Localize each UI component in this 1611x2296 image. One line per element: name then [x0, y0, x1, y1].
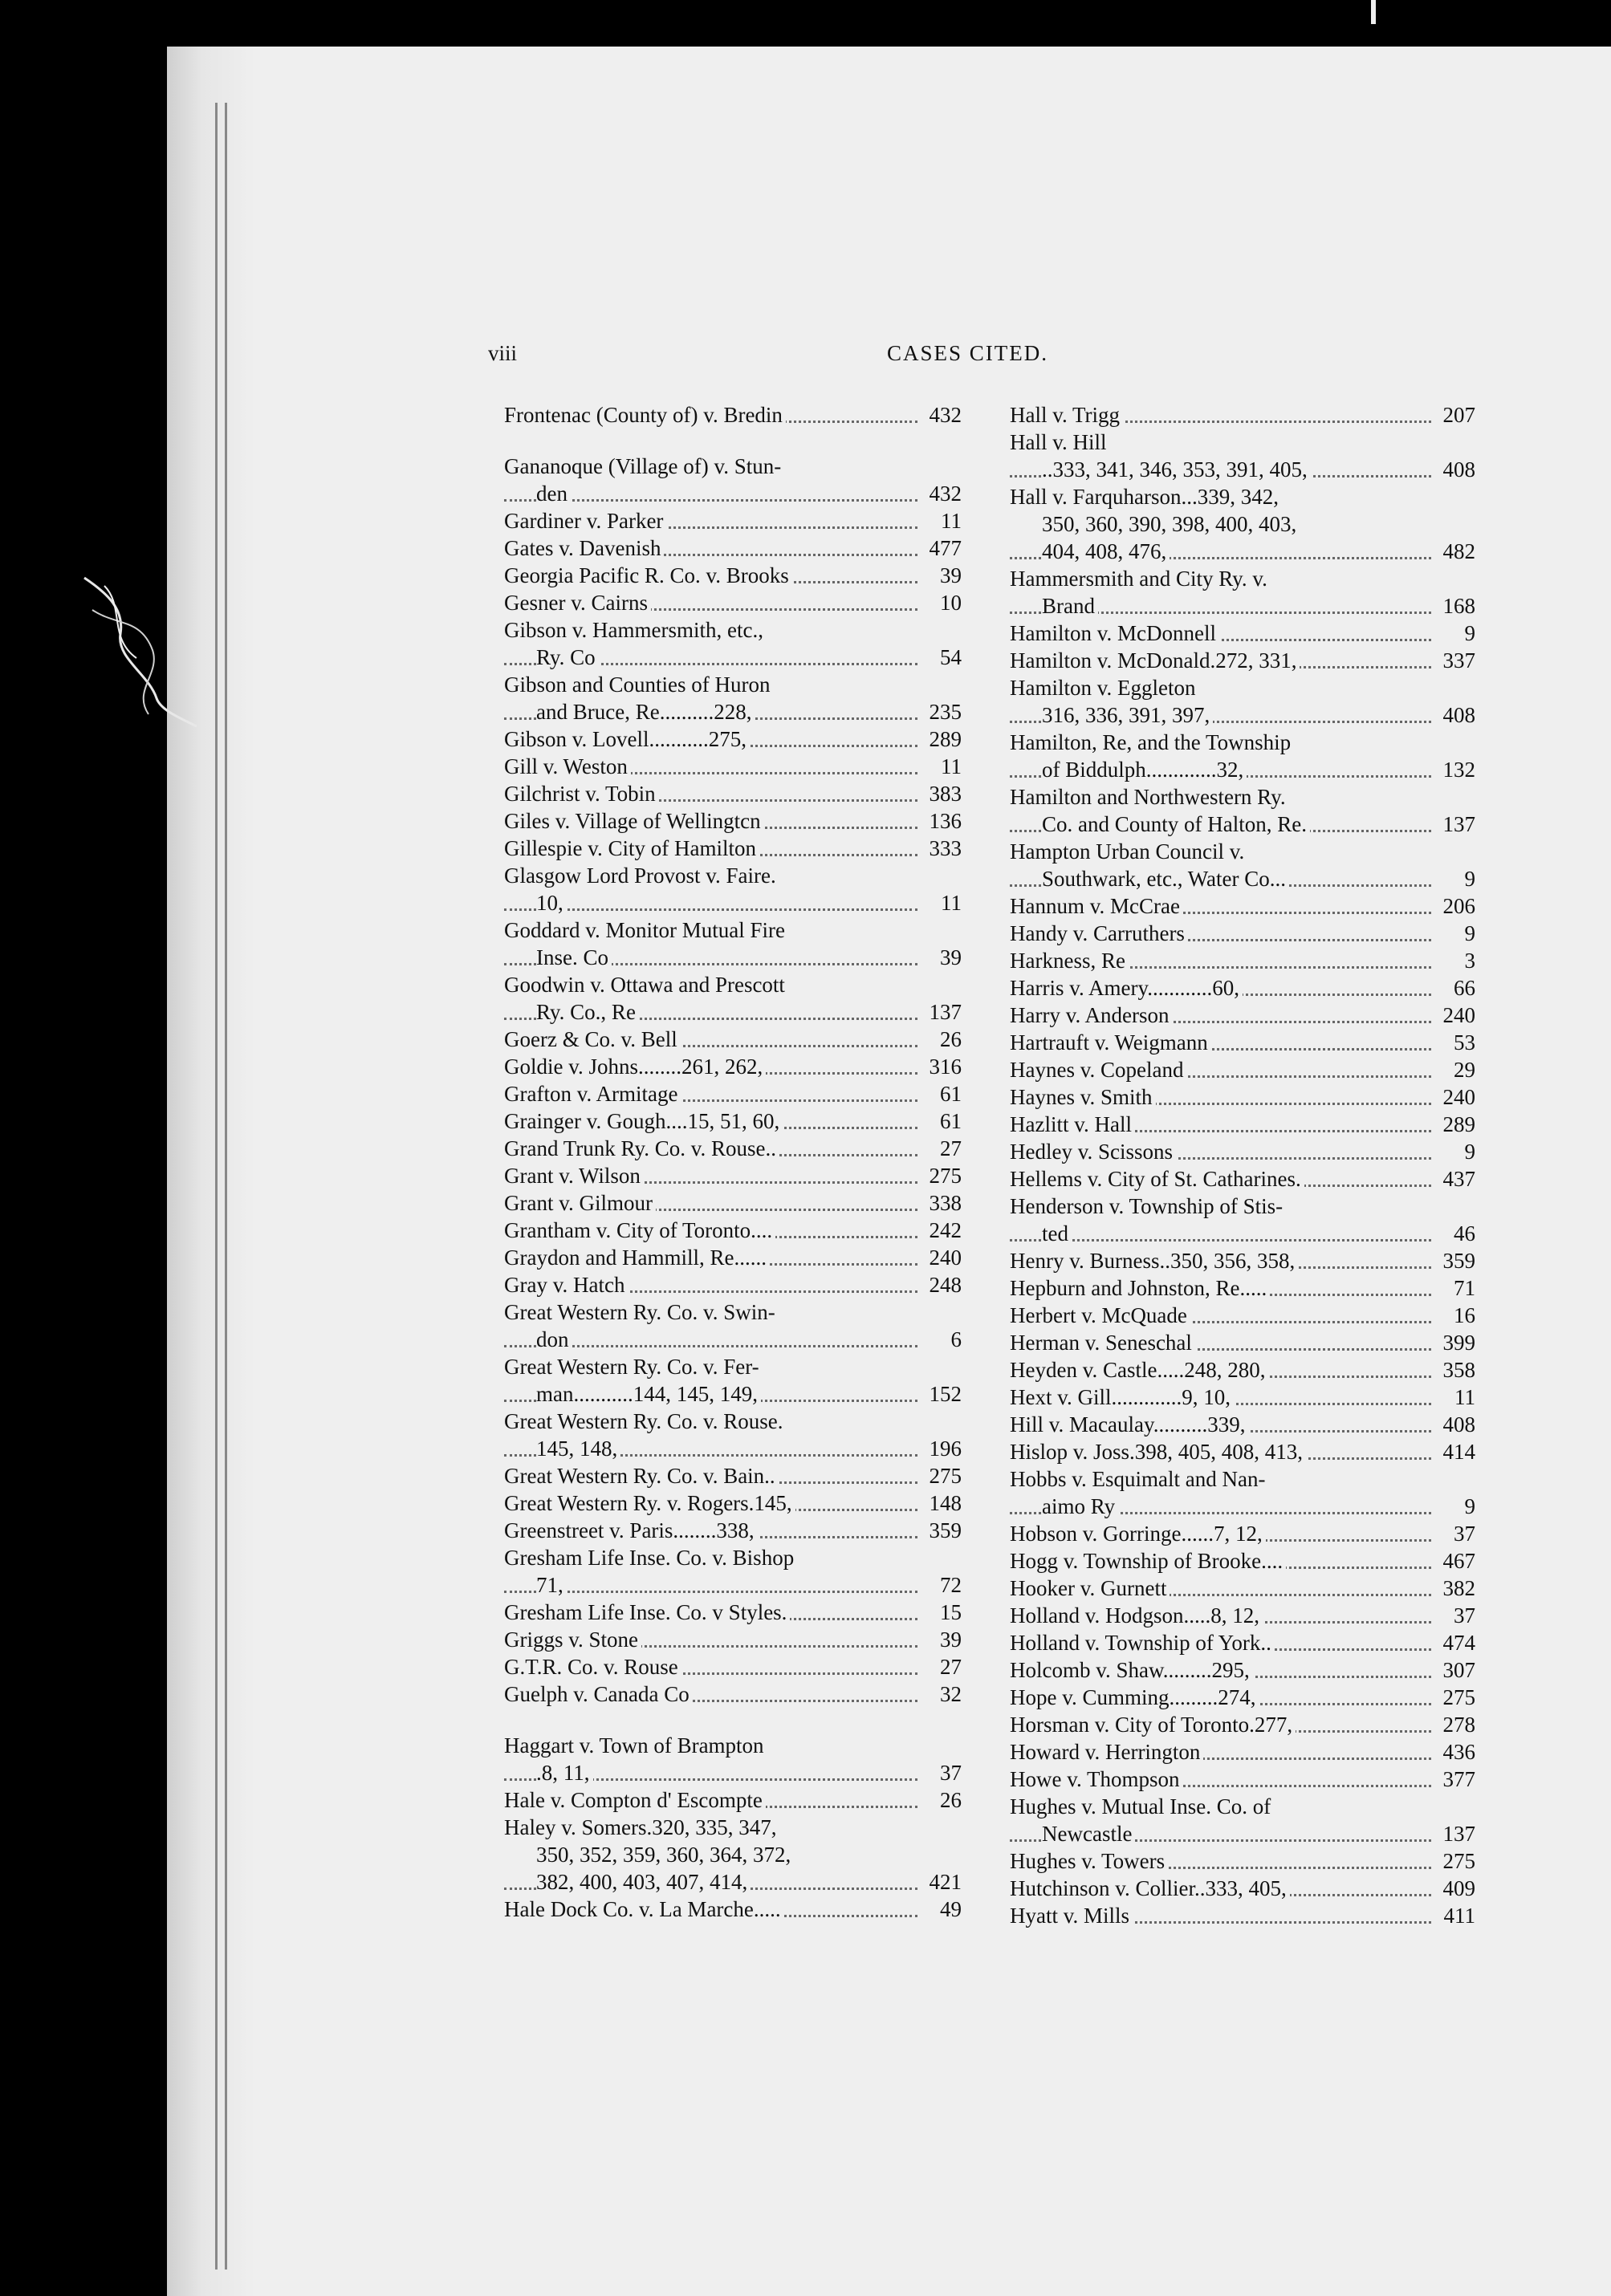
page-reference: 240 [925, 1244, 962, 1271]
case-name: Hill v. Macaulay..........339, [1010, 1411, 1475, 1438]
case-name-continued: 382, 400, 403, 407, 414, [504, 1868, 962, 1896]
case-name: Hartrauft v. Weigmann [1010, 1029, 1475, 1056]
case-entry [1010, 892, 1475, 920]
case-name: Gardiner v. Parker [504, 507, 962, 534]
case-name-continued: ted [1010, 1220, 1475, 1247]
case-name: Hammersmith and City Ry. v. [1010, 565, 1475, 592]
case-name: Henderson v. Township of Stis- [1010, 1193, 1475, 1220]
case-entry [1010, 1766, 1475, 1793]
page-reference: 15 [935, 1599, 962, 1626]
case-entry [504, 916, 962, 971]
case-name: Herbert v. McQuade [1010, 1302, 1475, 1329]
case-entry [1010, 1329, 1475, 1356]
case-entry [1010, 1384, 1475, 1411]
page-reference: 414 [1438, 1438, 1476, 1465]
case-entry [1010, 947, 1475, 974]
case-entry [504, 1599, 962, 1626]
case-name: Hamilton and Northwestern Ry. [1010, 783, 1475, 811]
case-entry [1010, 1411, 1475, 1438]
page-reference: 137 [1438, 1820, 1476, 1847]
page-reference: 137 [925, 998, 962, 1026]
page-reference: 307 [1438, 1656, 1476, 1684]
case-name: Great Western Ry. Co. v. Rouse. [504, 1408, 962, 1435]
case-name: Great Western Ry. Co. v. Swin- [504, 1298, 962, 1326]
page-reference: 474 [1438, 1629, 1476, 1656]
case-name: Hope v. Cumming.........274, [1010, 1684, 1475, 1711]
running-title: CASES CITED. [887, 341, 1049, 365]
page-reference: 358 [1438, 1356, 1476, 1384]
page-reference: 240 [1438, 1083, 1476, 1111]
page-reference: 482 [1438, 538, 1476, 565]
case-name: Giles v. Village of Wellingtcn [504, 807, 962, 835]
case-name: Harris v. Amery............60, [1010, 974, 1475, 1002]
case-name: Goerz & Co. v. Bell [504, 1026, 962, 1053]
case-name: Heyden v. Castle.....248, 280, [1010, 1356, 1475, 1384]
case-name-continued: Co. and County of Halton, Re. [1010, 811, 1475, 838]
case-entry [504, 971, 962, 1026]
case-entry [504, 1896, 962, 1923]
page-reference: 432 [925, 480, 962, 507]
case-entry [504, 1408, 962, 1462]
case-name: Griggs v. Stone [504, 1626, 962, 1653]
case-name-continued: Inse. Co [504, 944, 962, 971]
page-reference: 248 [925, 1271, 962, 1298]
case-name: Goodwin v. Ottawa and Prescott [504, 971, 962, 998]
page-reference: 409 [1438, 1875, 1476, 1902]
case-name-continued: Ry. Co., Re [504, 998, 962, 1026]
page-reference: 148 [925, 1489, 962, 1517]
page-reference: 26 [935, 1786, 962, 1814]
page-reference: 9 [1460, 920, 1476, 947]
case-name: Hext v. Gill.............9, 10, [1010, 1384, 1475, 1411]
case-name-continued: don [504, 1326, 962, 1353]
page-reference: 337 [1438, 647, 1476, 674]
case-name: Gananoque (Village of) v. Stun- [504, 453, 962, 480]
case-entry [504, 1244, 962, 1271]
case-name: Hall v. Trigg [1010, 401, 1475, 429]
page-header [0, 341, 1611, 373]
case-name-continued: and Bruce, Re..........228, [504, 698, 962, 725]
page-reference: 9 [1460, 865, 1476, 892]
case-entry [504, 1271, 962, 1298]
case-entry [504, 1189, 962, 1217]
case-name: Guelph v. Canada Co [504, 1680, 962, 1708]
case-name: Herman v. Seneschal [1010, 1329, 1475, 1356]
case-name-continued: Brand [1010, 592, 1475, 620]
case-name-continued: aimo Ry [1010, 1493, 1475, 1520]
case-name: Hamilton v. McDonald.272, 331, [1010, 647, 1475, 674]
page-reference: 338 [925, 1189, 962, 1217]
case-name: Gibson v. Lovell...........275, [504, 725, 962, 753]
case-entry [504, 862, 962, 916]
case-entry [1010, 783, 1475, 838]
case-name: Glasgow Lord Provost v. Faire. [504, 862, 962, 889]
case-name: Hazlitt v. Hall [1010, 1111, 1475, 1138]
case-name: Gresham Life Inse. Co. v. Bishop [504, 1544, 962, 1571]
case-entry [504, 1298, 962, 1353]
case-entry [504, 1489, 962, 1517]
page-reference: 408 [1438, 456, 1476, 483]
case-entry [504, 1080, 962, 1107]
case-entry [1010, 1193, 1475, 1247]
page-reference: 32 [935, 1680, 962, 1708]
page-reference: 275 [925, 1162, 962, 1189]
case-name: Hobson v. Gorringe......7, 12, [1010, 1520, 1475, 1547]
case-entry [1010, 1438, 1475, 1465]
case-name: Great Western Ry. Co. v. Bain.. [504, 1462, 962, 1489]
page-reference: 53 [1449, 1029, 1475, 1056]
page-reference: 37 [1449, 1602, 1475, 1629]
case-entry [1010, 647, 1475, 674]
case-entry [504, 1517, 962, 1544]
case-entry [1010, 483, 1475, 565]
case-name-continued: Ry. Co [504, 644, 962, 671]
page-reference: 11 [936, 889, 962, 916]
section-gap [504, 429, 962, 453]
case-entry [1010, 1465, 1475, 1520]
case-entry [1010, 1056, 1475, 1083]
case-entry [504, 1107, 962, 1135]
case-name: Horsman v. City of Toronto.277, [1010, 1711, 1475, 1738]
case-name: Gibson and Counties of Huron [504, 671, 962, 698]
case-entry [504, 453, 962, 507]
page-gutter [167, 47, 255, 2296]
page-reference: 27 [935, 1653, 962, 1680]
page-reference: 54 [935, 644, 962, 671]
page-reference: 437 [1438, 1165, 1476, 1193]
case-name: Goldie v. Johns........261, 262, [504, 1053, 962, 1080]
case-name: Handy v. Carruthers [1010, 920, 1475, 947]
page-reference: 72 [935, 1571, 962, 1599]
page-reference: 10 [935, 589, 962, 616]
case-entry [504, 1135, 962, 1162]
case-entry [504, 1462, 962, 1489]
page-reference: 275 [1438, 1847, 1476, 1875]
case-name: Gibson v. Hammersmith, etc., [504, 616, 962, 644]
case-entry [504, 401, 962, 429]
case-entry [1010, 920, 1475, 947]
page-reference: 29 [1449, 1056, 1475, 1083]
case-entry [1010, 429, 1475, 483]
case-entry [1010, 674, 1475, 729]
case-entry [1010, 1629, 1475, 1656]
case-entry [1010, 1302, 1475, 1329]
case-name-continued: 10, [504, 889, 962, 916]
case-name: Hedley v. Scissons [1010, 1138, 1475, 1165]
case-name: Haggart v. Town of Brampton [504, 1732, 962, 1759]
case-name: Hogg v. Township of Brooke.... [1010, 1547, 1475, 1575]
case-name-continued: 404, 408, 476, [1010, 538, 1475, 565]
page-reference: 61 [935, 1080, 962, 1107]
case-name: Graydon and Hammill, Re...... [504, 1244, 962, 1271]
case-name-continued: 350, 360, 390, 398, 400, 403, [1010, 510, 1475, 538]
case-name: Gill v. Weston [504, 753, 962, 780]
case-entry [504, 1680, 962, 1708]
page-reference: 16 [1449, 1302, 1475, 1329]
case-entry [1010, 1847, 1475, 1875]
case-entry [504, 671, 962, 725]
case-name: Frontenac (County of) v. Bredin [504, 401, 962, 429]
page-reference: 46 [1449, 1220, 1475, 1247]
page-reference: 39 [935, 562, 962, 589]
case-name: Hislop v. Joss.398, 405, 408, 413, [1010, 1438, 1475, 1465]
page-reference: 136 [925, 807, 962, 835]
page-reference: 137 [1438, 811, 1476, 838]
case-name: Holland v. Township of York.. [1010, 1629, 1475, 1656]
case-entry [1010, 729, 1475, 783]
case-entry [1010, 1111, 1475, 1138]
index-column-left [504, 401, 962, 1923]
page-reference: 436 [1438, 1738, 1476, 1766]
case-name: Haley v. Somers.320, 335, 347, [504, 1814, 962, 1841]
page-reference: 49 [935, 1896, 962, 1923]
case-entry [504, 1353, 962, 1408]
case-name-continued: 316, 336, 391, 397, [1010, 701, 1475, 729]
case-name-continued: 145, 148, [504, 1435, 962, 1462]
case-entry [1010, 1138, 1475, 1165]
case-name: Gates v. Davenish [504, 534, 962, 562]
page-reference: 240 [1438, 1002, 1476, 1029]
case-name: Goddard v. Monitor Mutual Fire [504, 916, 962, 944]
case-name: Hughes v. Towers [1010, 1847, 1475, 1875]
case-entry [1010, 974, 1475, 1002]
page-reference: 467 [1438, 1547, 1476, 1575]
page-reference: 432 [925, 401, 962, 429]
case-entry [504, 616, 962, 671]
case-entry [1010, 1520, 1475, 1547]
page-reference: 11 [936, 753, 962, 780]
case-name-continued: man...........144, 145, 149, [504, 1380, 962, 1408]
case-name: Gilchrist v. Tobin [504, 780, 962, 807]
case-entry [504, 1732, 962, 1786]
case-name: Gesner v. Cairns [504, 589, 962, 616]
case-name: Harry v. Anderson [1010, 1002, 1475, 1029]
case-entry [504, 835, 962, 862]
case-name: Henry v. Burness..350, 356, 358, [1010, 1247, 1475, 1274]
case-name: Greenstreet v. Paris........338, [504, 1517, 962, 1544]
case-entry [1010, 1247, 1475, 1274]
case-name: Hale v. Compton d' Escompte [504, 1786, 962, 1814]
case-entry [1010, 1356, 1475, 1384]
case-name: Hamilton, Re, and the Township [1010, 729, 1475, 756]
case-name: Grand Trunk Ry. Co. v. Rouse.. [504, 1135, 962, 1162]
case-name: Grant v. Gilmour [504, 1189, 962, 1217]
page-reference: 275 [1438, 1684, 1476, 1711]
case-entry [1010, 838, 1475, 892]
case-name-continued: Newcastle [1010, 1820, 1475, 1847]
case-entry [504, 1026, 962, 1053]
case-name: Grant v. Wilson [504, 1162, 962, 1189]
page-reference: 421 [925, 1868, 962, 1896]
case-entry [504, 1162, 962, 1189]
case-name: Hughes v. Mutual Inse. Co. of [1010, 1793, 1475, 1820]
case-name-continued: 71, [504, 1571, 962, 1599]
case-entry [1010, 1029, 1475, 1056]
page-number: viii [488, 341, 518, 365]
case-entry [1010, 1738, 1475, 1766]
case-name: Hyatt v. Mills [1010, 1902, 1475, 1929]
page-reference: 289 [925, 725, 962, 753]
case-name-continued: of Biddulph.............32, [1010, 756, 1475, 783]
case-entry [1010, 1274, 1475, 1302]
gutter-line [225, 103, 227, 2270]
case-name: Hale Dock Co. v. La Marche..... [504, 1896, 962, 1923]
gutter-line [215, 103, 218, 2270]
case-entry [504, 807, 962, 835]
page-reference: 278 [1438, 1711, 1476, 1738]
case-name: Hall v. Farquharson...339, 342, [1010, 483, 1475, 510]
page-reference: 196 [925, 1435, 962, 1462]
case-entry [1010, 1875, 1475, 1902]
page-reference: 132 [1438, 756, 1476, 783]
case-name: Hepburn and Johnston, Re..... [1010, 1274, 1475, 1302]
case-entry [1010, 1165, 1475, 1193]
page-reference: 242 [925, 1217, 962, 1244]
page-reference: 411 [1439, 1902, 1476, 1929]
case-entry [1010, 401, 1475, 429]
page-reference: 168 [1438, 592, 1476, 620]
case-entry [504, 1653, 962, 1680]
page-reference: 206 [1438, 892, 1476, 920]
loose-thread [76, 562, 205, 730]
case-entry [1010, 1602, 1475, 1629]
case-name: Hutchinson v. Collier..333, 405, [1010, 1875, 1475, 1902]
section-gap [504, 1708, 962, 1732]
page-reference: 66 [1449, 974, 1475, 1002]
case-name: Gillespie v. City of Hamilton [504, 835, 962, 862]
page-reference: 61 [935, 1107, 962, 1135]
case-name: Hall v. Hill [1010, 429, 1475, 456]
page-reference: 26 [935, 1026, 962, 1053]
case-entry [1010, 1711, 1475, 1738]
case-entry [1010, 565, 1475, 620]
case-entry [504, 1217, 962, 1244]
case-name: Hobbs v. Esquimalt and Nan- [1010, 1465, 1475, 1493]
page-reference: 37 [1449, 1520, 1475, 1547]
case-name: Hamilton v. McDonnell [1010, 620, 1475, 647]
case-entry [1010, 620, 1475, 647]
case-name-continued: Southwark, etc., Water Co... [1010, 865, 1475, 892]
case-entry [504, 753, 962, 780]
case-name: Grainger v. Gough....15, 51, 60, [504, 1107, 962, 1135]
page-reference: 39 [935, 1626, 962, 1653]
case-name-continued: 350, 352, 359, 360, 364, 372, [504, 1841, 962, 1868]
page-reference: 9 [1460, 1138, 1476, 1165]
page-reference: 3 [1460, 947, 1476, 974]
case-entry [1010, 1002, 1475, 1029]
case-name: Hamilton v. Eggleton [1010, 674, 1475, 701]
case-entry [1010, 1575, 1475, 1602]
page-reference: 316 [925, 1053, 962, 1080]
case-entry [1010, 1793, 1475, 1847]
page-reference: 359 [1438, 1247, 1476, 1274]
case-name: Hampton Urban Council v. [1010, 838, 1475, 865]
case-name: Hannum v. McCrae [1010, 892, 1475, 920]
case-entry [504, 1544, 962, 1599]
case-entry [504, 589, 962, 616]
page-reference: 9 [1460, 1493, 1476, 1520]
case-name: Grafton v. Armitage [504, 1080, 962, 1107]
case-entry [504, 1814, 962, 1896]
case-name: Georgia Pacific R. Co. v. Brooks [504, 562, 962, 589]
case-name-continued: .8, 11, [504, 1759, 962, 1786]
case-name: Haynes v. Smith [1010, 1083, 1475, 1111]
case-name: Great Western Ry. Co. v. Fer- [504, 1353, 962, 1380]
case-name: Hellems v. City of St. Catharines. [1010, 1165, 1475, 1193]
page-reference: 6 [946, 1326, 962, 1353]
page-reference: 27 [935, 1135, 962, 1162]
page-reference: 152 [925, 1380, 962, 1408]
case-name: Gray v. Hatch [504, 1271, 962, 1298]
page-reference: 207 [1438, 401, 1476, 429]
page-reference: 382 [1438, 1575, 1476, 1602]
page-reference: 9 [1460, 620, 1476, 647]
case-name: Harkness, Re [1010, 947, 1475, 974]
page-reference: 11 [936, 507, 962, 534]
page-reference: 289 [1438, 1111, 1476, 1138]
page-reference: 408 [1438, 1411, 1476, 1438]
case-entry [1010, 1547, 1475, 1575]
case-name: Great Western Ry. v. Rogers.145, [504, 1489, 962, 1517]
page-reference: 39 [935, 944, 962, 971]
page-reference: 477 [925, 534, 962, 562]
page-reference: 71 [1449, 1274, 1475, 1302]
case-entry [504, 725, 962, 753]
case-name-continued: den [504, 480, 962, 507]
case-entry [1010, 1902, 1475, 1929]
page-reference: 275 [925, 1462, 962, 1489]
case-name: G.T.R. Co. v. Rouse [504, 1653, 962, 1680]
case-name: Howe v. Thompson [1010, 1766, 1475, 1793]
case-entry [1010, 1083, 1475, 1111]
case-entry [504, 780, 962, 807]
case-entry [504, 1786, 962, 1814]
case-name: Holcomb v. Shaw.........295, [1010, 1656, 1475, 1684]
edge-mark [1371, 0, 1376, 24]
page-reference: 383 [925, 780, 962, 807]
case-entry [504, 1053, 962, 1080]
case-name-continued: ..333, 341, 346, 353, 391, 405, [1010, 456, 1475, 483]
page-reference: 37 [935, 1759, 962, 1786]
case-entry [1010, 1656, 1475, 1684]
case-name: Grantham v. City of Toronto.... [504, 1217, 962, 1244]
case-entry [504, 534, 962, 562]
case-entry [504, 1626, 962, 1653]
page-reference: 333 [925, 835, 962, 862]
page-reference: 377 [1438, 1766, 1476, 1793]
case-name: Gresham Life Inse. Co. v Styles. [504, 1599, 962, 1626]
case-name: Howard v. Herrington [1010, 1738, 1475, 1766]
page-reference: 399 [1438, 1329, 1476, 1356]
page-reference: 359 [925, 1517, 962, 1544]
page-reference: 11 [1450, 1384, 1475, 1411]
page-reference: 408 [1438, 701, 1476, 729]
index-column-right [1010, 401, 1475, 1929]
case-entry [504, 562, 962, 589]
case-name: Holland v. Hodgson.....8, 12, [1010, 1602, 1475, 1629]
case-entry [1010, 1684, 1475, 1711]
case-name: Haynes v. Copeland [1010, 1056, 1475, 1083]
case-name: Hooker v. Gurnett [1010, 1575, 1475, 1602]
case-entry [504, 507, 962, 534]
page-reference: 235 [925, 698, 962, 725]
